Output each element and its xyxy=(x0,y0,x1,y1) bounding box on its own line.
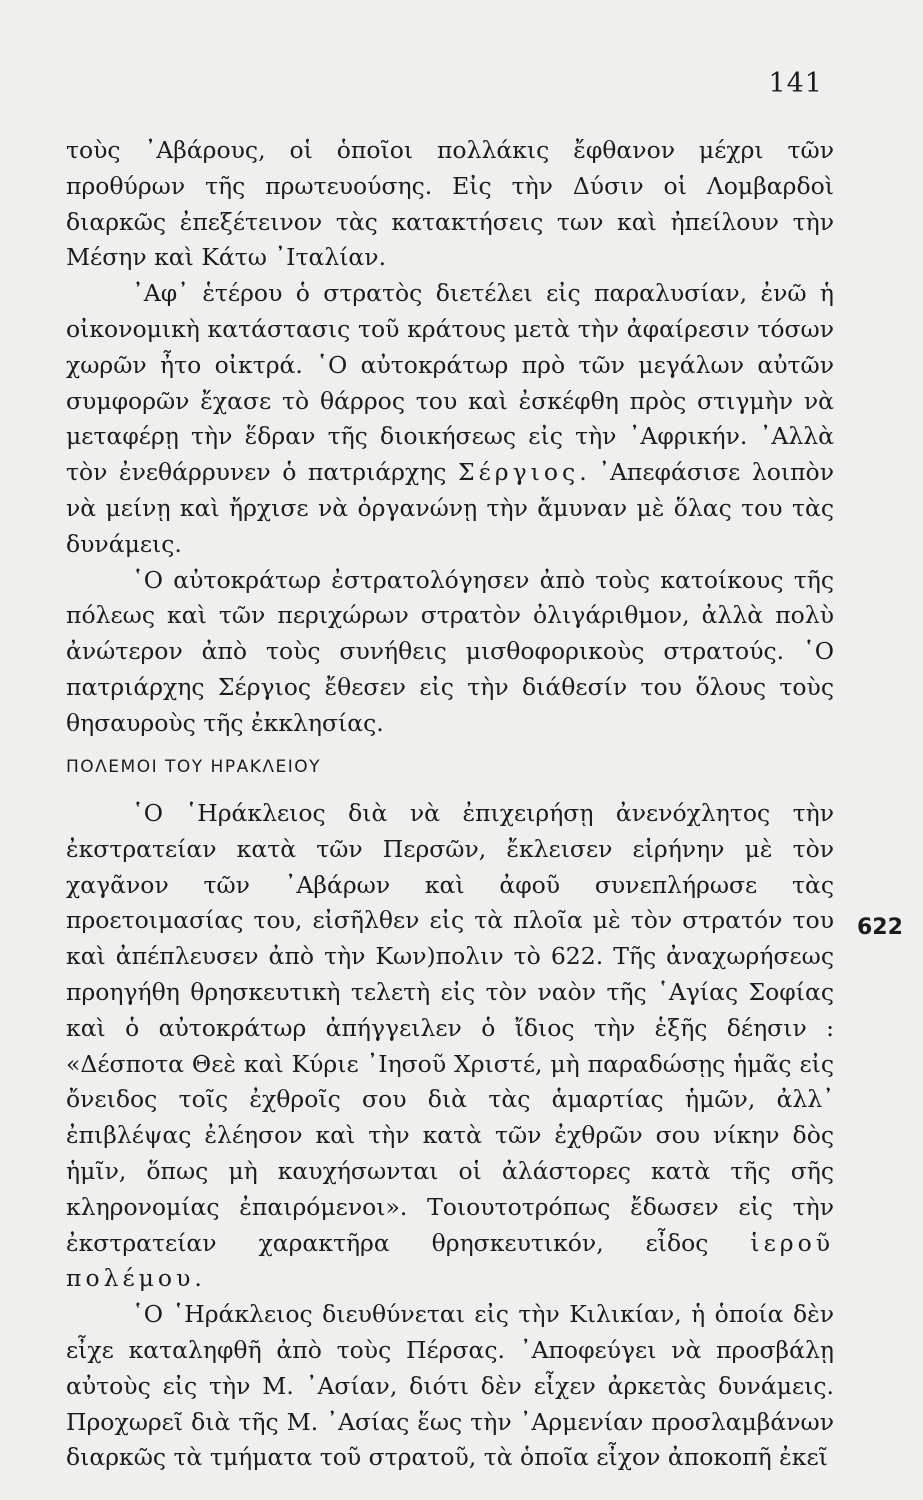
paragraph-2-text: ᾿Αφ᾿ ἑτέρου ὁ στρατὸς διετέλει εἰς παραλυσίαν, ἐνῶ ἡ οἰκονομικὴ κατάστασις τοῦ κράτους μετὰ τὴν ἀφαίρεσιν τόσων χωρῶν ἦτο οἰκτρά. ῾Ο αὐτοκράτωρ πρὸ τῶν μεγάλων αὐτῶν συμφορῶν ἔχασε τὸ θάρρος του καὶ ἐσκέφθη πρὸς στιγμὴν νὰ μεταφέρῃ τὴν ἕδραν τῆς διοικήσεως εἰς τὴν ᾿Αφρικήν. ᾿Αλλὰ τὸν ἐνεθάρρυνεν ὁ πατριάρχης xyxy=(66,279,834,487)
page-number: 141 xyxy=(768,68,823,99)
paragraph-1: τοὺς ᾿Αβάρους, οἱ ὁποῖοι πολλάκις ἔφθανον μέχρι τῶν προθύρων τῆς πρωτευούσης. Εἰς τὴν Δύσιν οἱ Λομβαρδοὶ διαρκῶς ἐπεξέτεινον τὰς κατακτήσεις των καὶ ἠπείλουν τὴν Μέσην καὶ Κάτω ᾿Ιταλίαν. xyxy=(66,136,834,272)
paragraph-2 xyxy=(66,276,834,562)
paragraph-5: ῾Ο ῾Ηράκλειος διευθύνεται εἰς τὴν Κιλικίαν, ἡ ὁποία δὲν εἶχε καταληφθῆ ἀπὸ τοὺς Πέρσας. ᾿Αποφεύγει νὰ προσβάλῃ αὐτοὺς εἰς τὴν Μ. ᾿Ασίαν, διότι δὲν εἶχεν ἀρκετὰς δυνάμεις. Προχωρεῖ διὰ τῆς Μ. ᾿Ασίας ἕως τὴν ᾿Αρμενίαν προσλαμβάνων διαρκῶς τὰ τμήματα τοῦ στρατοῦ, τὰ ὁποῖα εἶχον ἀποκοπῆ ἐκεῖ xyxy=(66,1300,834,1472)
paragraph-4-text: ῾Ο ῾Ηράκλειος διὰ νὰ ἐπιχειρήσῃ ἀνενόχλητος τὴν ἐκστρατείαν κατὰ τῶν Περσῶν, ἔκλεισεν εἰρήνην μὲ τὸν χαγᾶνον τῶν ᾿Αβάρων καὶ ἀφοῦ συνεπλήρωσε τὰς προετοιμασίας του, εἰσῆλθεν εἰς τὰ πλοῖα μὲ τὸν στρατόν του καὶ ἀπέπλευσεν ἀπὸ τὴν Κων)πολιν τὸ 622. Τῆς ἀναχωρήσεως προηγήθη θρησκευτικὴ τελετὴ εἰς τὸν ναὸν τῆς ῾Αγίας Σοφίας καὶ ὁ αὐτοκράτωρ ἀπήγγειλεν ὁ ἴδιος τὴν ἑξῆς δέησιν : «Δέσποτα Θεὲ καὶ Κύριε ᾿Ιησοῦ Χριστέ, μὴ παραδώσῃς ἡμᾶς εἰς ὄνειδος τοῖς ἐχθροῖς σου διὰ τὰς ἁμαρτίας ἡμῶν, ἀλλ᾿ ἐπιβλέψας ἐλέησον καὶ τὴν κατὰ τῶν ἐχθρῶν σου νίκην δὸς ἡμῖν, ὅπως μὴ καυχήσωνται οἱ ἀλάστορες κατὰ τῆς σῆς κληρονομίας ἐπαιρόμενοι». Τοιουτοτρόπως ἔδωσεν εἰς τὴν ἐκστρατείαν χαρακτῆρα θρησκευτικόν, εἶδος xyxy=(66,799,834,1257)
paragraph-4 xyxy=(66,796,834,1297)
emphasized-phrase: ἱεροῦ πολέμου. xyxy=(66,1228,834,1293)
section-heading: ΠΟΛΕΜΟΙ ΤΟΥ ΗΡΑΚΛΕΙΟΥ xyxy=(66,757,322,777)
margin-year-note: 622 xyxy=(857,915,903,940)
emphasized-name: Σέργιος xyxy=(458,458,580,487)
text-block-bottom xyxy=(66,796,834,1476)
text-block-top xyxy=(66,133,834,742)
paragraph-2-end: . ᾿Απεφάσισε λοιπὸν νὰ μείνῃ καὶ ἤρχισε νὰ ὀργανώνῃ τὴν ἄμυναν μὲ ὅλας του τὰς δυνάμεις. xyxy=(66,458,834,558)
paragraph-3: ῾Ο αὐτοκράτωρ ἐστρατολόγησεν ἀπὸ τοὺς κατοίκους τῆς πόλεως καὶ τῶν περιχώρων στρατὸν ὀλιγάριθμον, ἀλλὰ πολὺ ἀνώτερον ἀπὸ τοὺς συνήθεις μισθοφορικοὺς στρατούς. ῾Ο πατριάρχης Σέργιος ἔθεσεν εἰς τὴν διάθεσίν του ὅλους τοὺς θησαυροὺς τῆς ἐκκλησίας. xyxy=(66,565,834,737)
